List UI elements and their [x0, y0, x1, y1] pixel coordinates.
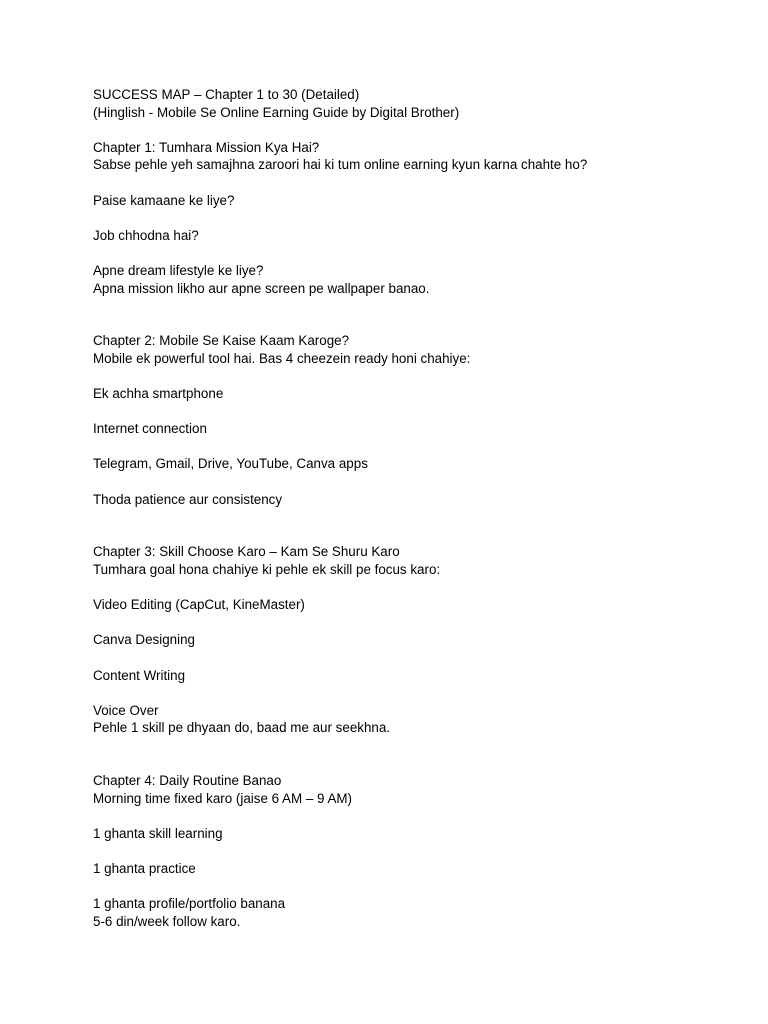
document-title: SUCCESS MAP – Chapter 1 to 30 (Detailed) — [93, 87, 360, 102]
list-item: Canva Designing — [93, 632, 195, 648]
document-page — [93, 86, 733, 931]
chapter-intro: Sabse pehle yeh samajhna zaroori hai ki tum online earning kyun karna chahte ho? — [93, 157, 588, 173]
chapter-heading: Chapter 2: Mobile Se Kaise Kaam Karoge? — [93, 333, 350, 349]
list-item: Thoda patience aur consistency — [93, 491, 283, 507]
chapter-heading: Chapter 4: Daily Routine Banao — [93, 773, 282, 789]
list-item: Job chhodna hai? — [93, 227, 199, 243]
chapter-outro: Pehle 1 skill pe dhyaan do, baad me aur seekhna. — [93, 720, 391, 736]
list-item: Internet connection — [93, 421, 207, 437]
chapter-intro: Morning time fixed karo (jaise 6 AM – 9 AM) — [93, 790, 352, 806]
list-item: 1 ghanta skill learning — [93, 825, 223, 841]
chapter-heading: Chapter 3: Skill Choose Karo – Kam Se Shuru Karo — [93, 544, 400, 560]
list-item: 1 ghanta profile/portfolio banana — [93, 896, 286, 912]
chapter-outro: Apna mission likho aur apne screen pe wallpaper banao. — [93, 280, 430, 296]
list-item: Paise kamaane ke liye? — [93, 192, 235, 208]
chapter-intro: Tumhara goal hona chahiye ki pehle ek skill pe focus karo: — [93, 562, 441, 578]
document-subtitle: (Hinglish - Mobile Se Online Earning Guide by Digital Brother) — [93, 104, 460, 120]
list-item: Apne dream lifestyle ke liye? — [93, 262, 264, 278]
chapter-outro: 5-6 din/week follow karo. — [93, 913, 241, 929]
list-item: 1 ghanta practice — [93, 861, 196, 877]
list-item: Ek achha smartphone — [93, 386, 224, 402]
list-item: Telegram, Gmail, Drive, YouTube, Canva apps — [93, 456, 368, 472]
chapter-intro: Mobile ek powerful tool hai. Bas 4 cheezein ready honi chahiye: — [93, 350, 471, 366]
chapter-heading: Chapter 1: Tumhara Mission Kya Hai? — [93, 139, 320, 155]
list-item: Video Editing (CapCut, KineMaster) — [93, 597, 305, 613]
list-item: Voice Over — [93, 702, 159, 718]
list-item: Content Writing — [93, 667, 186, 683]
